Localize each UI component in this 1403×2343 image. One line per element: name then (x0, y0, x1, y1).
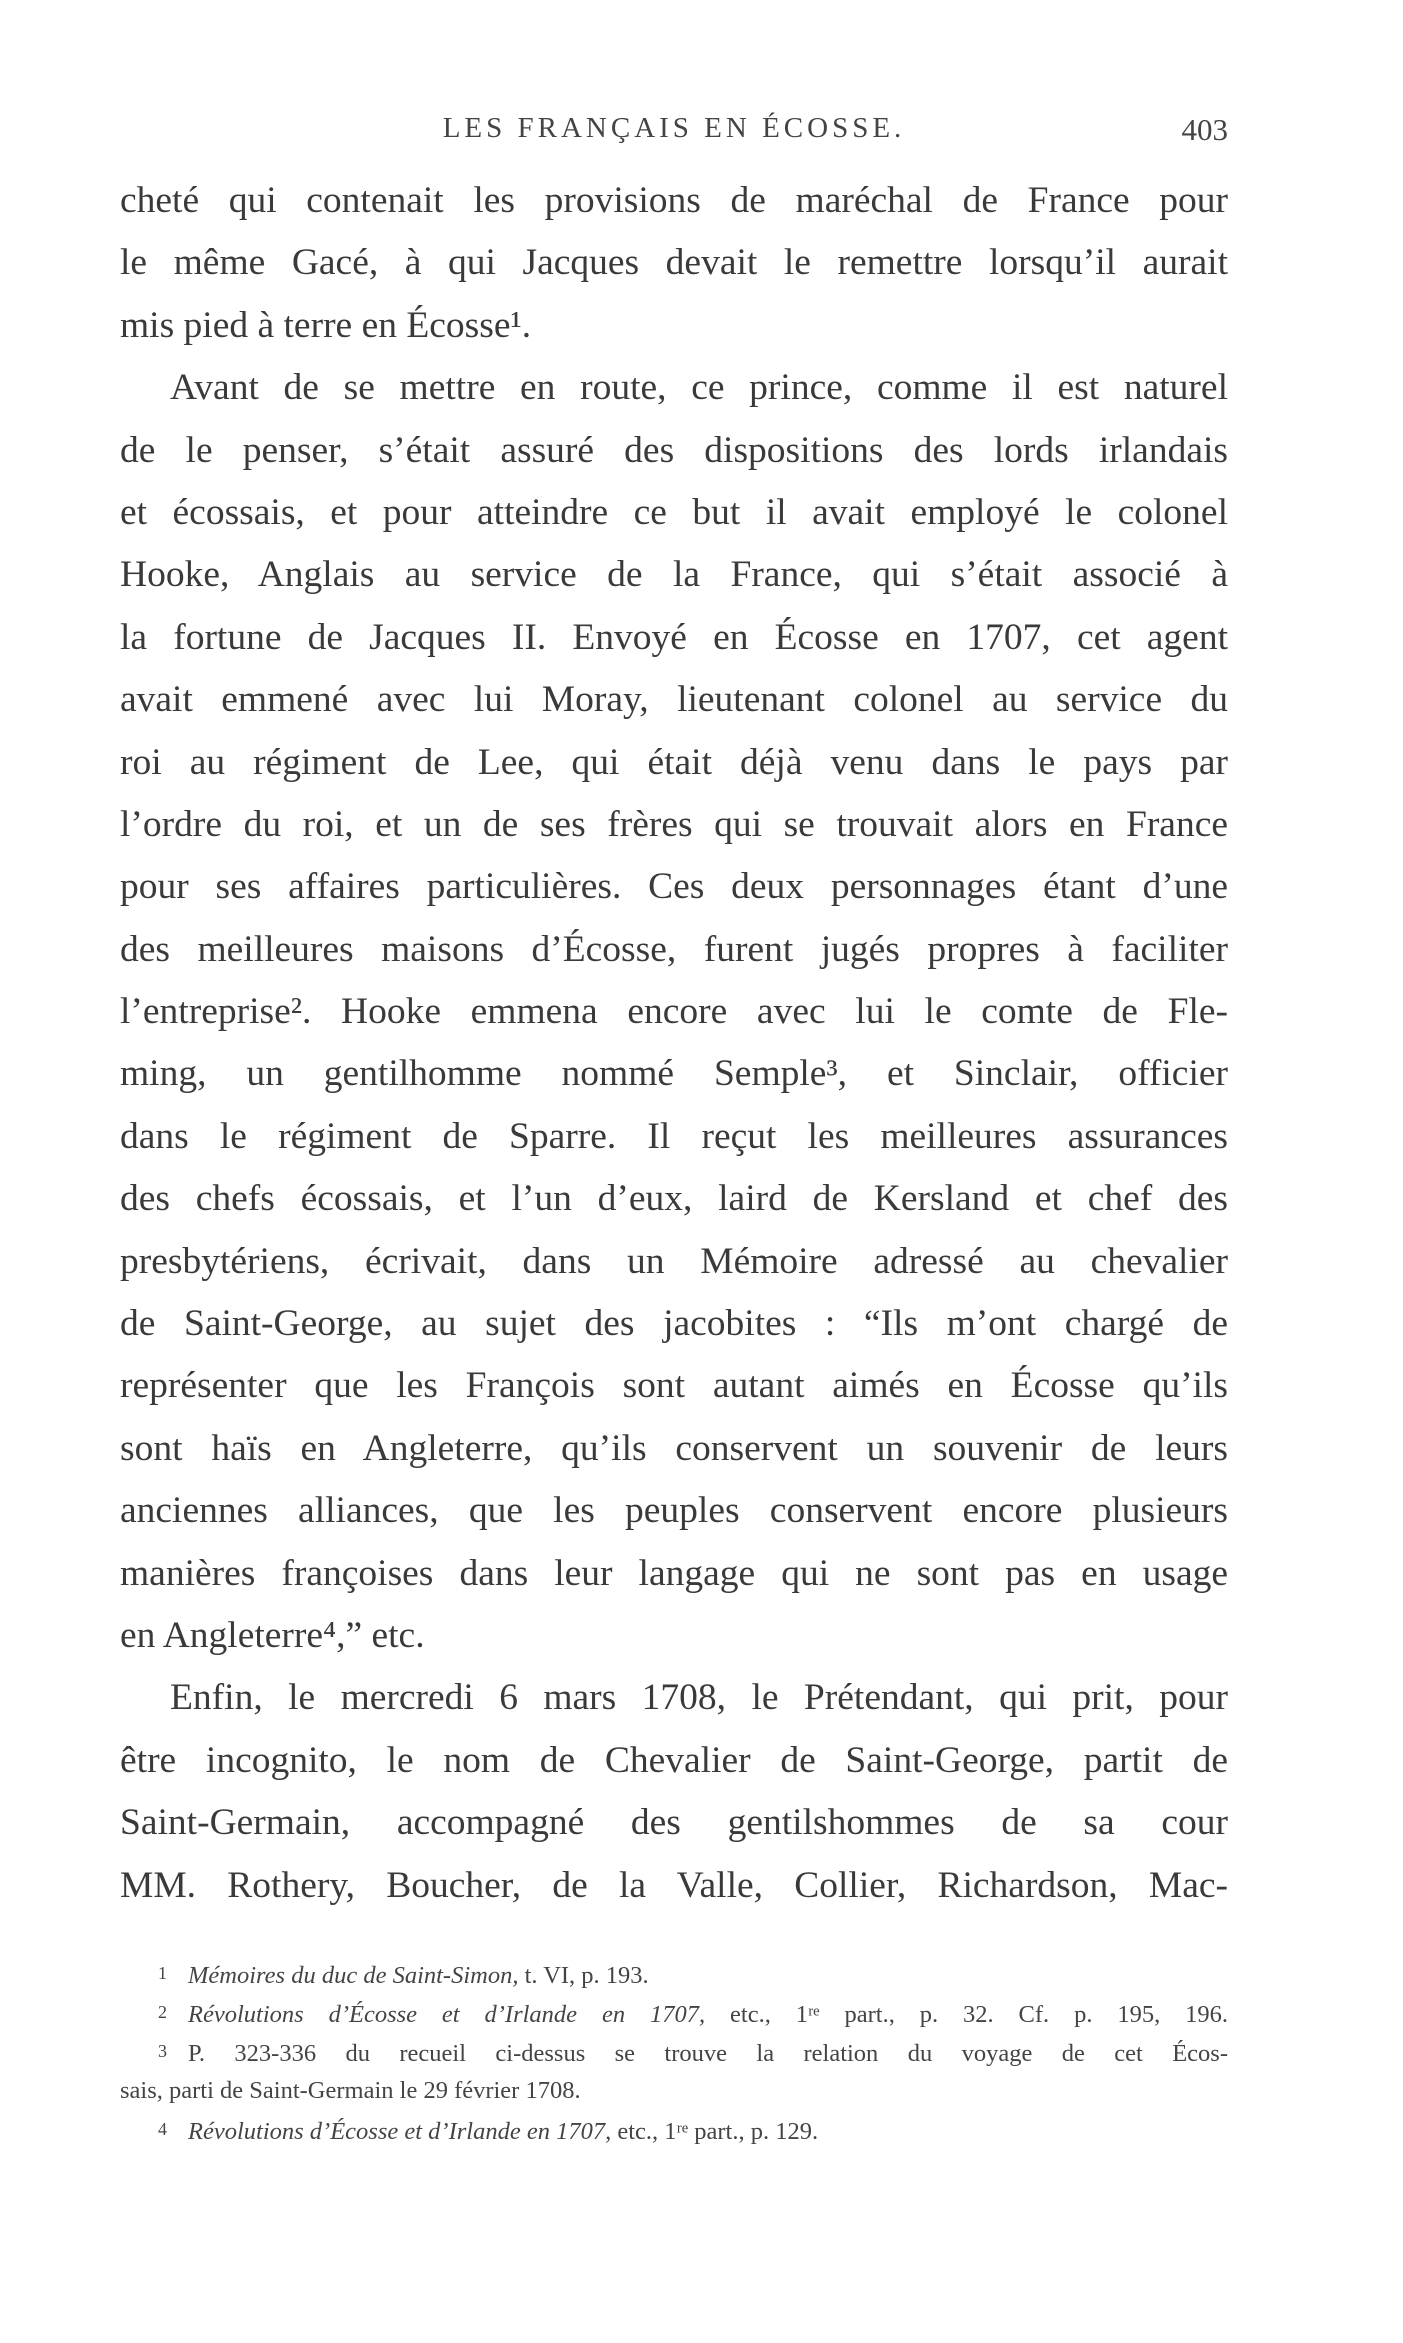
footnote-source-title: Mémoires du duc de Saint-Simon, (188, 1962, 519, 1989)
text-line: de le penser, s’était assuré des dispositions des lords irlandais (120, 429, 1228, 471)
text-line: et écossais, et pour atteindre ce but il avait employé le colonel (120, 491, 1228, 533)
running-title: LES FRANÇAIS EN ÉCOSSE. (442, 112, 906, 144)
text-line: avait emmené avec lui Moray, lieutenant colonel au service du (120, 679, 1228, 721)
text-line: Hooke, Anglais au service de la France, qui s’était associé à (120, 554, 1228, 596)
text-line: en Angleterre⁴,” etc. (120, 1614, 425, 1656)
text-line: ming, un gentilhomme nommé Semple³, et Sinclair, officier (120, 1053, 1228, 1095)
footnote-marker: 3 (158, 2041, 167, 2061)
text-line: pour ses affaires particulières. Ces deux personnages étant d’une (120, 866, 1228, 908)
text-line: Enfin, le mercredi 6 mars 1708, le Prétendant, qui prit, pour (170, 1677, 1228, 1719)
text-line: être incognito, le nom de Chevalier de Saint-George, partit de (120, 1739, 1228, 1781)
text-line: l’ordre du roi, et un de ses frères qui se trouvait alors en France (120, 803, 1228, 845)
page-number: 403 (1181, 112, 1228, 147)
footnote-text: sais, parti de Saint-Germain le 29 février 1708. (120, 2077, 581, 2104)
text-line: des meilleures maisons d’Écosse, furent jugés propres à faciliter (120, 928, 1228, 970)
footnote-text: etc., 1ʳᵉ part., p. 129. (611, 2118, 819, 2145)
text-line: roi au régiment de Lee, qui était déjà venu dans le pays par (120, 741, 1228, 783)
text-line: Avant de se mettre en route, ce prince, comme il est naturel (170, 367, 1228, 409)
text-line: l’entreprise². Hooke emmena encore avec lui le comte de Fle- (120, 991, 1228, 1033)
footnote-3 (120, 2032, 1228, 2071)
text-line: Saint-Germain, accompagné des gentilshommes de sa cour (120, 1802, 1228, 1844)
text-line: le même Gacé, à qui Jacques devait le remettre lorsqu’il aurait (120, 242, 1228, 284)
footnote-marker: 2 (158, 2002, 167, 2022)
footnote-text: P. 323-336 du recueil ci-dessus se trouve la relation du voyage de cet Écos- (188, 2040, 1228, 2067)
page-header (120, 112, 1228, 162)
footnote-2 (120, 1993, 1228, 2032)
text-line: sont haïs en Angleterre, qu’ils conservent un souvenir de leurs (120, 1427, 1228, 1469)
text-line: cheté qui contenait les provisions de maréchal de France pour (120, 180, 1228, 221)
footnote-source-title: Révolutions d’Écosse et d’Irlande en 1707, (188, 2118, 612, 2145)
text-line: presbytériens, écrivait, dans un Mémoire adressé au chevalier (120, 1240, 1228, 1282)
text-line: manières françoises dans leur langage qui ne sont pas en usage (120, 1552, 1228, 1594)
text-line: des chefs écossais, et l’un d’eux, laird de Kersland et chef des (120, 1178, 1228, 1220)
text-line: la fortune de Jacques II. Envoyé en Écosse en 1707, cet agent (120, 616, 1228, 658)
footnote-source-title: Révolutions d’Écosse et d’Irlande en 1707, (188, 2001, 706, 2028)
footnote-text: t. VI, p. 193. (518, 1962, 649, 1989)
text-line: dans le régiment de Sparre. Il reçut les meilleures assurances (120, 1115, 1228, 1157)
footnote-4 (120, 2110, 1228, 2149)
footnote-3-continued (120, 2071, 1228, 2110)
body-text (120, 170, 1228, 1917)
text-line: anciennes alliances, que les peuples conservent encore plusieurs (120, 1490, 1228, 1532)
text-line: mis pied à terre en Écosse¹. (120, 304, 532, 346)
footnotes (120, 1954, 1228, 2149)
footnote-marker: 1 (158, 1963, 167, 1983)
text-line: de Saint-George, au sujet des jacobites : “Ils m’ont chargé de (120, 1303, 1228, 1345)
text-line: représenter que les François sont autant aimés en Écosse qu’ils (120, 1365, 1228, 1407)
footnote-marker: 4 (158, 2119, 167, 2139)
footnote-text: etc., 1ʳᵉ part., p. 32. Cf. p. 195, 196. (705, 2001, 1229, 2028)
text-line: MM. Rothery, Boucher, de la Valle, Collier, Richardson, Mac- (120, 1864, 1228, 1906)
footnote-1 (120, 1954, 1228, 1993)
